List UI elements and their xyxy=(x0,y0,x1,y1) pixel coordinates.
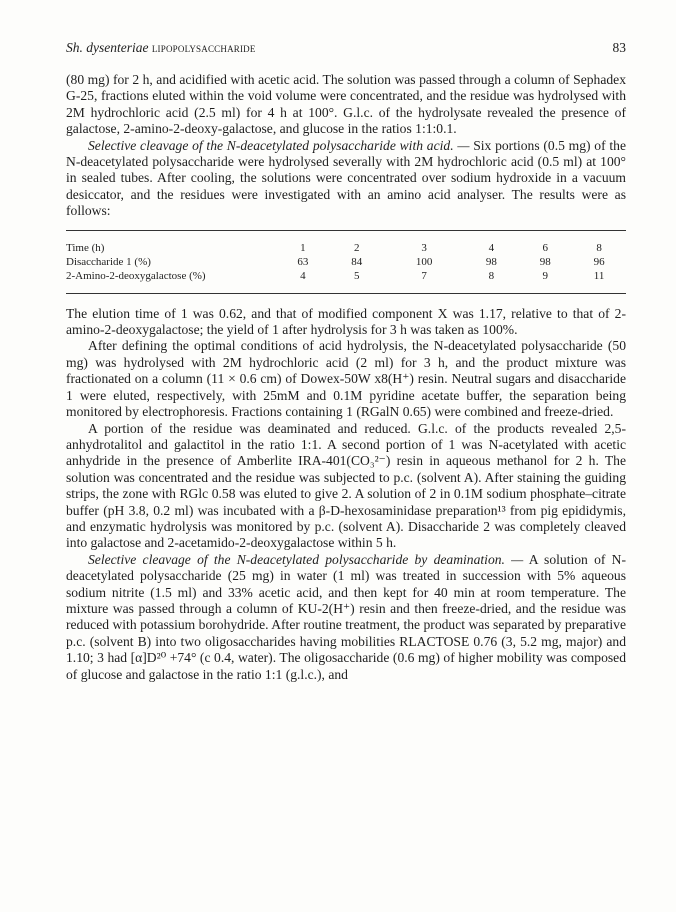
table-cell: 11 xyxy=(593,269,605,282)
table-cell: 84 xyxy=(351,255,363,268)
table-cell: 7 xyxy=(421,269,427,282)
table-cell: 1 xyxy=(300,241,306,254)
running-title-italic: Sh. dysenteriae xyxy=(66,40,149,55)
paragraph-5: A portion of the residue was deaminated and reduced. G.l.c. of the products revealed 2,5-anhydrotalitol and galactitol in the ratio 1:1. A second portion of 1 was N-acetylated with acetic anhydride in the presence of Amberlite IRA-401(CO₃²⁻) resin in aqueous methanol for 2 h. The solution was concentrated and the residue was subjected to p.c. (solvent A). After staining the guiding strips, the zone with RGlc 0.58 was eluted to give 2. A solution of 2 in 0.1M sodium phosphate–citrate buffer (pH 3.8, 0.2 ml) was incubated with a β-D-hexosaminidase preparation¹³ from pig epididymis, and enzymatic hydrolysis was monitored by p.c. (solvent A). Disaccharide 2 was completely cleaved into galactose and 2-acetamido-2-deoxygalactose within 5 h. xyxy=(66,420,626,551)
table-row xyxy=(66,269,626,283)
table-row-label: Time (h) xyxy=(66,241,105,254)
table-cell: 6 xyxy=(542,241,548,254)
table-cell: 3 xyxy=(421,241,427,254)
running-head xyxy=(66,40,626,56)
paragraph-6-body: A solution of N-deacetylated polysaccharide (25 mg) in water (1 ml) was treated in succession with 5% aqueous sodium nitrite (1.5 ml) and 33% acetic acid, and then kept for 40 min at room temperature. The mixture was passed through a column of KU-2(H⁺) resin and then freeze-dried, and the residue was reduced with potassium borohydride. After routine treatment, the product was separated by preparative p.c. (solvent B) into two oligosaccharides having mobilities RLACTOSE 0.76 (3, 5.2 mg, major) and 1.10; 3 had [α]D²⁰ +74° (c 0.4, water). The oligosaccharide (0.6 mg) of higher mobility was composed of glucose and galactose in the ratio 1:1 (g.l.c.), and xyxy=(66,551,626,682)
section-heading-acid-cleavage: Selective cleavage of the N-deacetylated polysaccharide with acid. — xyxy=(88,137,470,153)
paragraph-2-body: Six portions (0.5 mg) of the N-deacetylated polysaccharide were hydrolysed severally with 2M hydrochloric acid (0.5 ml) at 100° in sealed tubes. After cooling, the solutions were concentrated over sodium hydroxide in a vacuum desiccator, and the residues were investigated with an amino acid analyser. The results were as follows: xyxy=(66,137,626,219)
table-cell: 2 xyxy=(354,241,360,254)
table-cell: 100 xyxy=(415,255,433,268)
paragraph-4: After defining the optimal conditions of acid hydrolysis, the N-deacetylated polysaccharide (50 mg) was hydrolysed with 2M hydrochloric acid (2 ml) for 3 h, and the product mixture was fractionated on a column (11 × 0.6 cm) of Dowex-50W x8(H⁺) resin. Neutral sugars and disaccharide 1 were eluted, respectively, with 25mM and 0.1M pyridine acetate buffer, the separation being monitored by electrophoresis. Fractions containing 1 (RGalN 0.65) were combined and freeze-dried. xyxy=(66,338,626,420)
table-row xyxy=(66,255,626,269)
table-cell: 4 xyxy=(300,269,306,282)
paragraph-6 xyxy=(66,552,626,683)
paragraph-3: The elution time of 1 was 0.62, and that of modified component X was 1.17, relative to that of 2-amino-2-deoxygalactose; the yield of 1 after hydrolysis for 3 h was taken as 100%. xyxy=(66,305,626,338)
table-cell: 96 xyxy=(593,255,605,268)
table-row-label: Disaccharide 1 (%) xyxy=(66,255,151,268)
table-cell: 98 xyxy=(485,255,497,268)
page-number: 83 xyxy=(612,40,626,55)
table-cell: 9 xyxy=(542,269,548,282)
table-cell: 8 xyxy=(596,241,602,254)
paragraph-2 xyxy=(66,138,626,220)
running-title-caps: lipopolysaccharide xyxy=(151,40,256,55)
running-title xyxy=(66,40,256,56)
section-heading-deamination: Selective cleavage of the N-deacetylated polysaccharide by deamination. — xyxy=(88,551,524,567)
table-cell: 5 xyxy=(354,269,360,282)
table-row xyxy=(66,241,626,255)
paragraph-1: (80 mg) for 2 h, and acidified with acetic acid. The solution was passed through a column of Sephadex G-25, fractions eluted within the void volume were concentrated, and the residue was hydrolysed with 2M hydrochloric acid (2.5 ml) for 4 h at 100°. G.l.c. of the hydrolysate revealed the presence of galactose, 2-amino-2-deoxy-galactose, and glucose in the ratios 1:1:0.1. xyxy=(66,72,626,137)
table-bottom-rule xyxy=(66,293,626,294)
table-top-rule xyxy=(66,230,626,231)
results-table xyxy=(66,230,626,294)
table-cell: 4 xyxy=(488,241,495,254)
results-table-grid xyxy=(66,241,626,283)
table-cell: 98 xyxy=(539,255,551,268)
table-cell: 63 xyxy=(297,255,309,268)
table-row-label: 2-Amino-2-deoxygalactose (%) xyxy=(66,269,206,282)
table-cell: 8 xyxy=(488,269,495,282)
